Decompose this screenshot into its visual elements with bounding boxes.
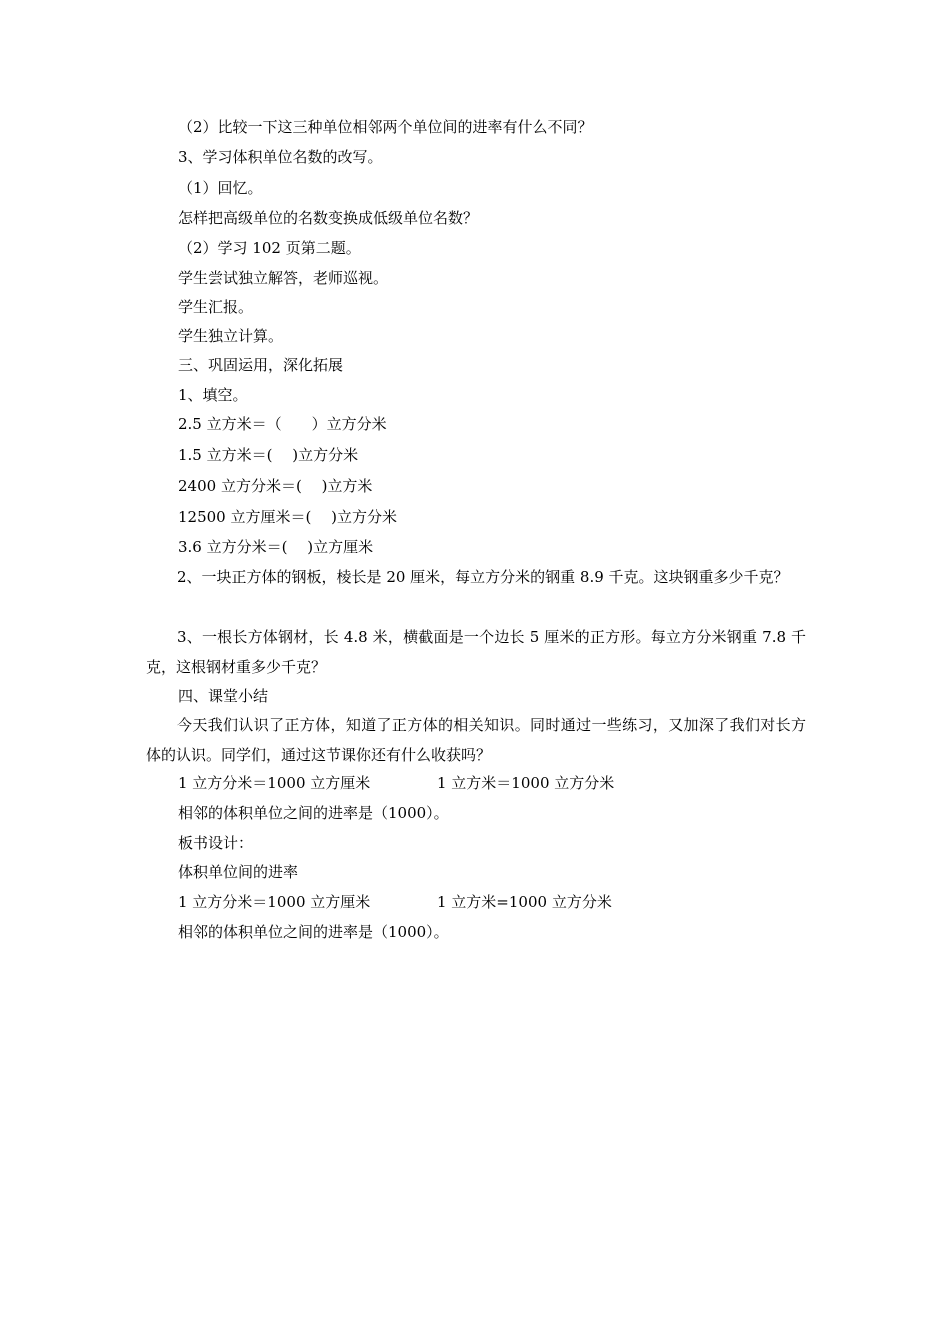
exercise-fill-blank: 1、填空。: [178, 386, 248, 404]
board-design-heading: 板书设计：: [178, 834, 254, 852]
fill-item-1: 2.5 立方米＝（ ）立方分米: [178, 415, 387, 433]
problem-cube-steel: 2、一块正方体的钢板，棱长是 20 厘米，每立方分米的钢重 8.9 千克。这块钢重多少千克？: [177, 568, 789, 586]
problem-steel-bar: 3、一根长方体钢材，长 4.8 米，横截面是一个边长 5 厘米的正方形。每立方分米钢重 7.8 千克，这根钢材重多少千克？: [146, 628, 806, 676]
text-students-report: 学生汇报。: [178, 298, 254, 316]
board-rate-m3-dm3: 1 立方米=1000 立方分米: [437, 893, 612, 911]
question-convert-units: 怎样把高级单位的名数变换成低级单位名数？: [178, 209, 479, 227]
rate-conclusion: 相邻的体积单位之间的进率是（1000）。: [178, 804, 449, 822]
section-heading-practice: 三、巩固运用，深化拓展: [178, 356, 344, 374]
fill-item-5: 3.6 立方分米＝( )立方厘米: [178, 538, 374, 556]
text-students-try: 学生尝试独立解答，老师巡视。: [178, 269, 389, 287]
section-rewrite-units: 3、学习体积单位名数的改写。: [178, 148, 383, 166]
question-compare-rates: （2）比较一下这三种单位相邻两个单位间的进率有什么不同？: [178, 118, 593, 136]
text-students-calc: 学生独立计算。: [178, 327, 284, 345]
rate-m3-dm3: 1 立方米＝1000 立方分米: [437, 774, 615, 792]
fill-item-4: 12500 立方厘米＝( )立方分米: [178, 508, 397, 526]
section-heading-summary: 四、课堂小结: [178, 687, 269, 705]
step-recall: （1）回忆。: [178, 179, 263, 197]
board-rate-conclusion: 相邻的体积单位之间的进率是（1000）。: [178, 923, 449, 941]
rate-dm3-cm3: 1 立方分米＝1000 立方厘米: [178, 774, 371, 792]
summary-paragraph: 今天我们认识了正方体，知道了正方体的相关知识。同时通过一些练习，又加深了我们对长方体的认识。同学们，通过这节课你还有什么收获吗？: [146, 716, 806, 764]
step-page-102: （2）学习 102 页第二题。: [178, 239, 361, 257]
board-rate-dm3-cm3: 1 立方分米＝1000 立方厘米: [178, 893, 371, 911]
fill-item-2: 1.5 立方米＝( )立方分米: [178, 446, 359, 464]
fill-item-3: 2400 立方分米＝( )立方米: [178, 477, 373, 495]
board-title: 体积单位间的进率: [178, 863, 299, 881]
